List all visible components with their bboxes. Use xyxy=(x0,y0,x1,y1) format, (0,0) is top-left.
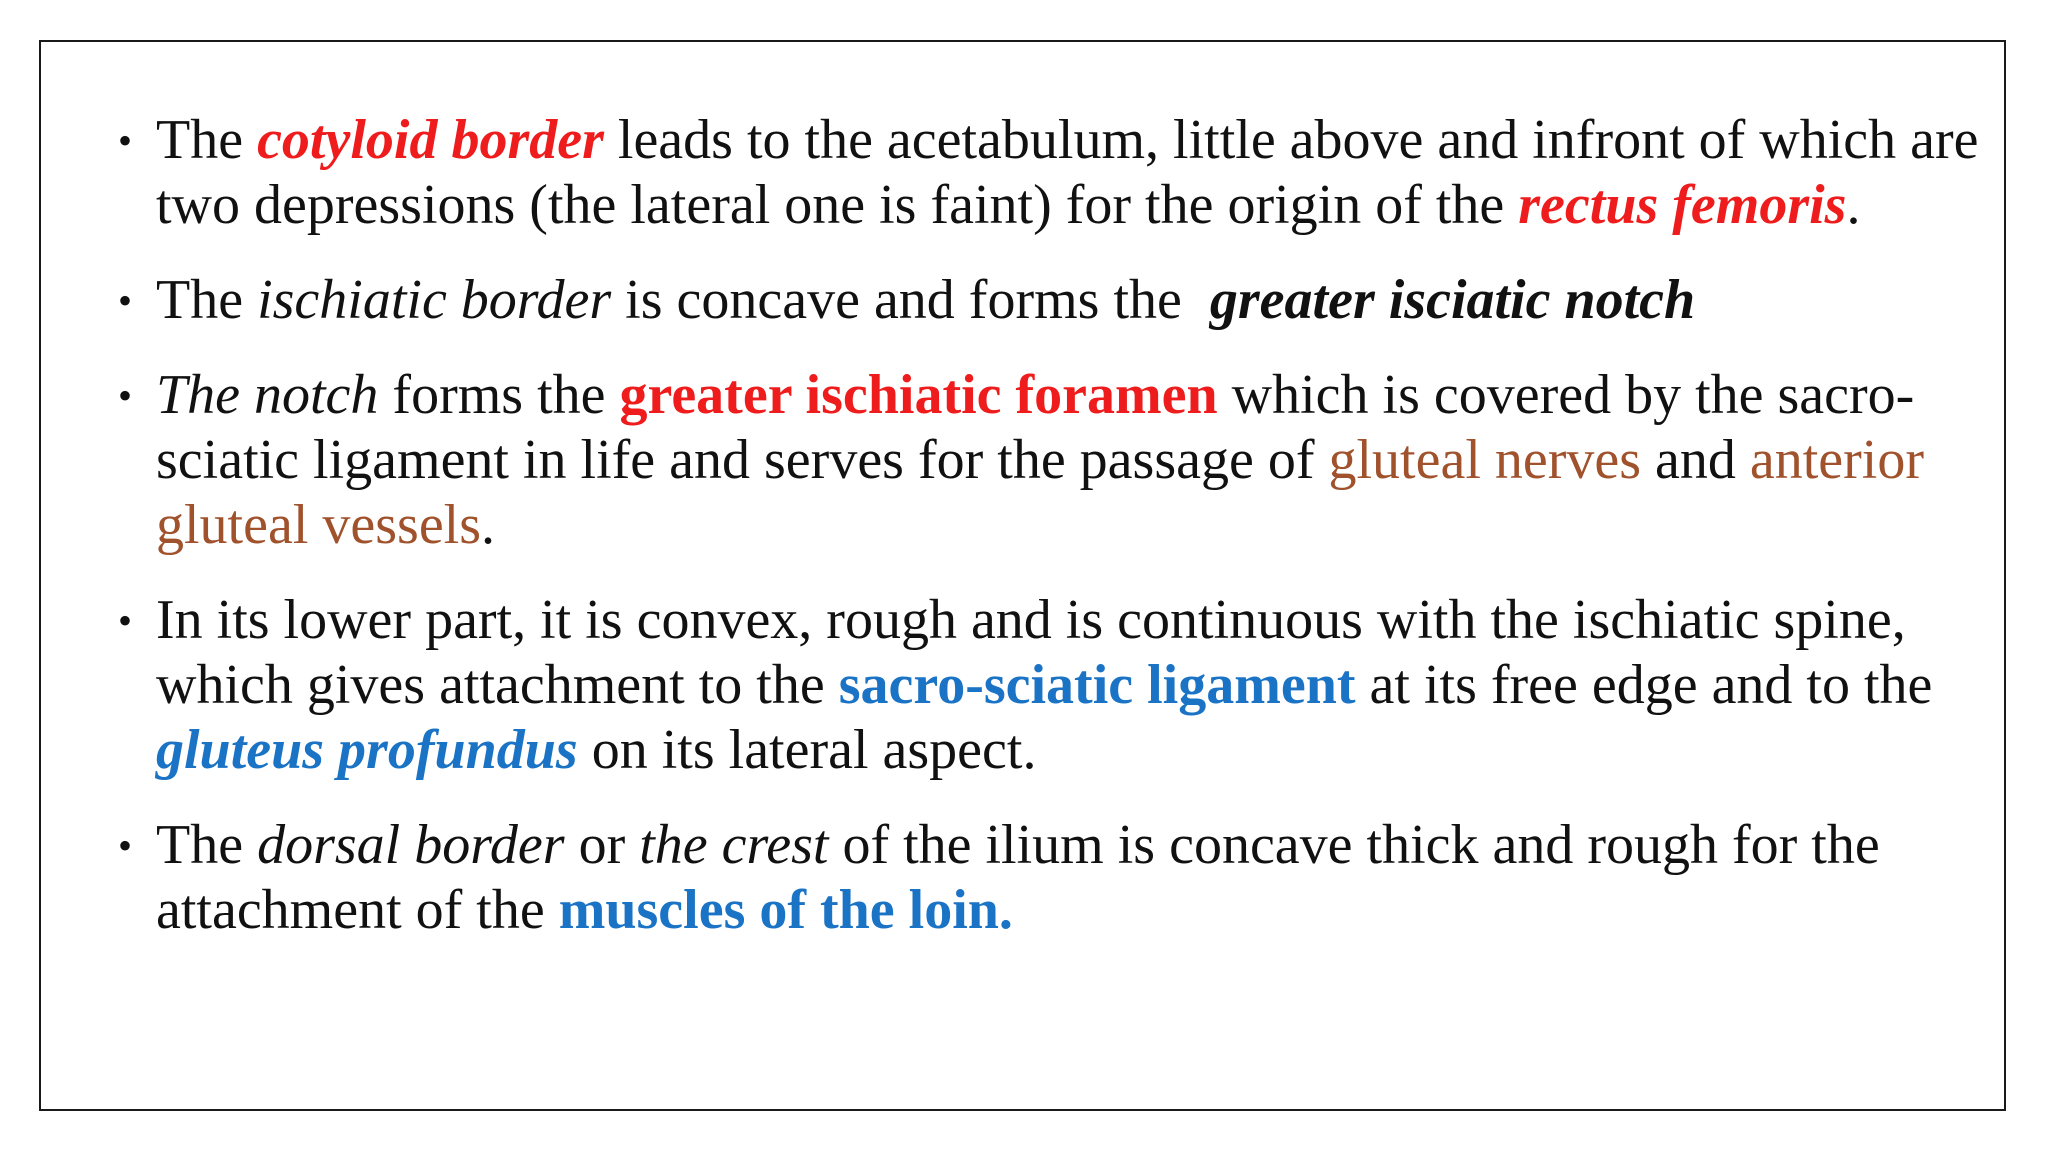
term-cotyloid-border: cotyloid border xyxy=(257,109,604,171)
term-muscles-of-the-loin: muscles of the loin. xyxy=(558,879,1013,941)
term-greater-ischiatic-foramen: greater ischiatic foramen xyxy=(619,364,1218,426)
term-gluteus-profundus: gluteus profundus xyxy=(156,719,578,781)
term-rectus-femoris: rectus femoris xyxy=(1518,174,1847,236)
text-run: The xyxy=(156,269,258,331)
term-gluteal-nerves: gluteal nerves xyxy=(1328,429,1642,491)
text-run: on its lateral aspect. xyxy=(577,719,1037,781)
term-dorsal-border: dorsal border xyxy=(257,814,565,876)
term-greater-isciatic-notch: greater isciatic notch xyxy=(1209,269,1696,331)
text-run: . xyxy=(1846,174,1861,236)
bullet-cotyloid-border xyxy=(118,108,1998,238)
text-run: and xyxy=(1641,429,1750,491)
text-run: forms the xyxy=(378,364,620,426)
bullet-the-notch xyxy=(118,363,1998,558)
text-run: or xyxy=(564,814,640,876)
text-run: of the ilium is concave thick and rough for the attachment of the xyxy=(156,814,1880,941)
text-run: at its free edge and to the xyxy=(1355,654,1933,716)
bullet-dorsal-border xyxy=(118,813,1998,943)
bullet-list xyxy=(118,108,1998,973)
bullet-ischiatic-border xyxy=(118,268,1998,333)
text-run: . xyxy=(481,494,496,556)
text-run: In its lower part, it is convex, rough and is continuous with the ischiatic spine, which gives attachment to the xyxy=(156,589,1906,716)
term-sacro-sciatic-ligament: sacro-sciatic ligament xyxy=(838,654,1356,716)
text-run: which is covered by the sacro-sciatic ligament in life and serves for the passage of xyxy=(156,364,1915,491)
text-run: leads to the acetabulum, little above and infront of which are two depressions (the lateral one is faint) for the origin of the xyxy=(156,109,1979,236)
text-run: The xyxy=(156,814,258,876)
bullet-lower-part xyxy=(118,588,1998,783)
term-the-crest: the crest xyxy=(639,814,829,876)
text-run: is concave and forms the xyxy=(611,269,1210,331)
text-run: The xyxy=(156,109,258,171)
term-ischiatic-border: ischiatic border xyxy=(257,269,612,331)
term-anterior-gluteal-vessels: anterior gluteal vessels xyxy=(156,429,1925,556)
term-the-notch: The notch xyxy=(156,364,379,426)
